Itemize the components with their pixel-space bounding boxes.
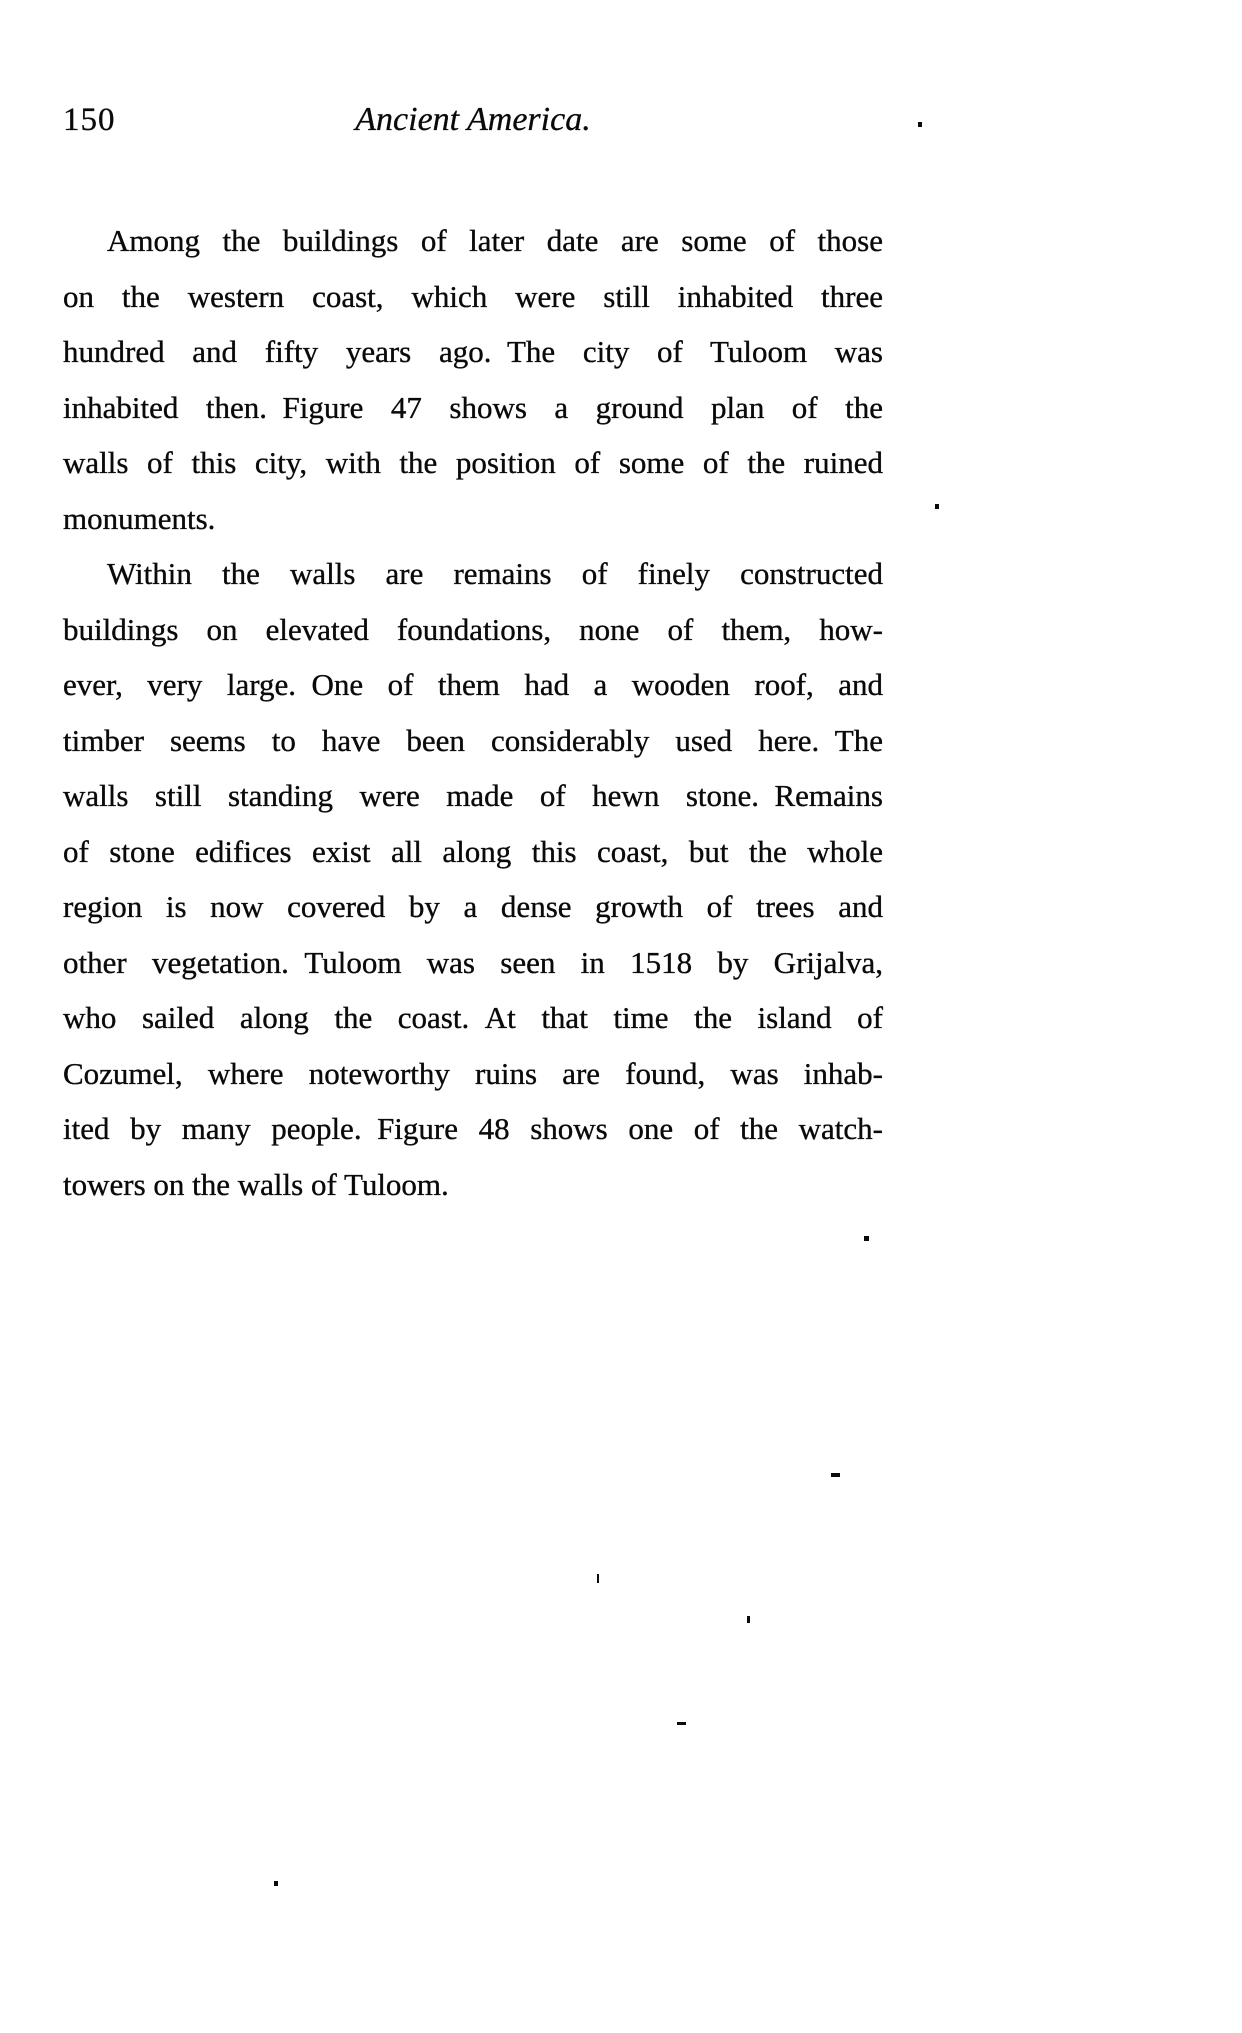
body-text bbox=[63, 213, 883, 1212]
scan-speck-dot bbox=[864, 1236, 869, 1241]
page-header bbox=[63, 100, 883, 144]
text-line: inhabited then. Figure 47 shows a ground plan of the bbox=[63, 389, 883, 425]
text-line: buildings on elevated foundations, none of them, how- bbox=[63, 611, 883, 647]
scan-speck-dot bbox=[935, 504, 939, 509]
text-line: walls of this city, with the position of some of the ruined bbox=[63, 445, 883, 480]
scan-speck-dot bbox=[918, 122, 922, 127]
scan-speck-dash bbox=[677, 1722, 686, 1725]
text-line: who sailed along the coast. At that time the island of bbox=[63, 1000, 883, 1035]
page-number: 150 bbox=[63, 102, 116, 138]
text-line: ited by many people. Figure 48 shows one of the watch- bbox=[63, 1111, 883, 1146]
text-line: Within the walls are remains of finely constructed bbox=[107, 556, 883, 591]
text-line: Cozumel, where noteworthy ruins are found, was inhab- bbox=[63, 1055, 883, 1091]
scan-speck-tick bbox=[747, 1616, 750, 1623]
text-line: monuments. bbox=[63, 500, 216, 536]
text-line: on the western coast, which were still inhabited three bbox=[63, 278, 883, 314]
text-line: other vegetation. Tuloom was seen in 1518 by Grijalva, bbox=[63, 944, 883, 980]
text-line: ever, very large. One of them had a wooden roof, and bbox=[63, 667, 883, 702]
text-line: walls still standing were made of hewn stone. Remains bbox=[63, 778, 883, 813]
text-line: Among the buildings of later date are some of those bbox=[107, 223, 883, 258]
scan-speck-dot bbox=[274, 1881, 278, 1886]
text-line: hundred and fifty years ago. The city of Tuloom was bbox=[63, 334, 883, 369]
text-line: towers on the walls of Tuloom. bbox=[63, 1166, 449, 1202]
text-line: of stone edifices exist all along this coast, but the whole bbox=[63, 833, 883, 869]
scan-speck-dash bbox=[831, 1473, 840, 1477]
text-line: timber seems to have been considerably used here. The bbox=[63, 722, 883, 758]
running-title: Ancient America. bbox=[355, 101, 591, 138]
text-line: region is now covered by a dense growth of trees and bbox=[63, 889, 883, 924]
scan-speck-tick bbox=[597, 1574, 599, 1583]
